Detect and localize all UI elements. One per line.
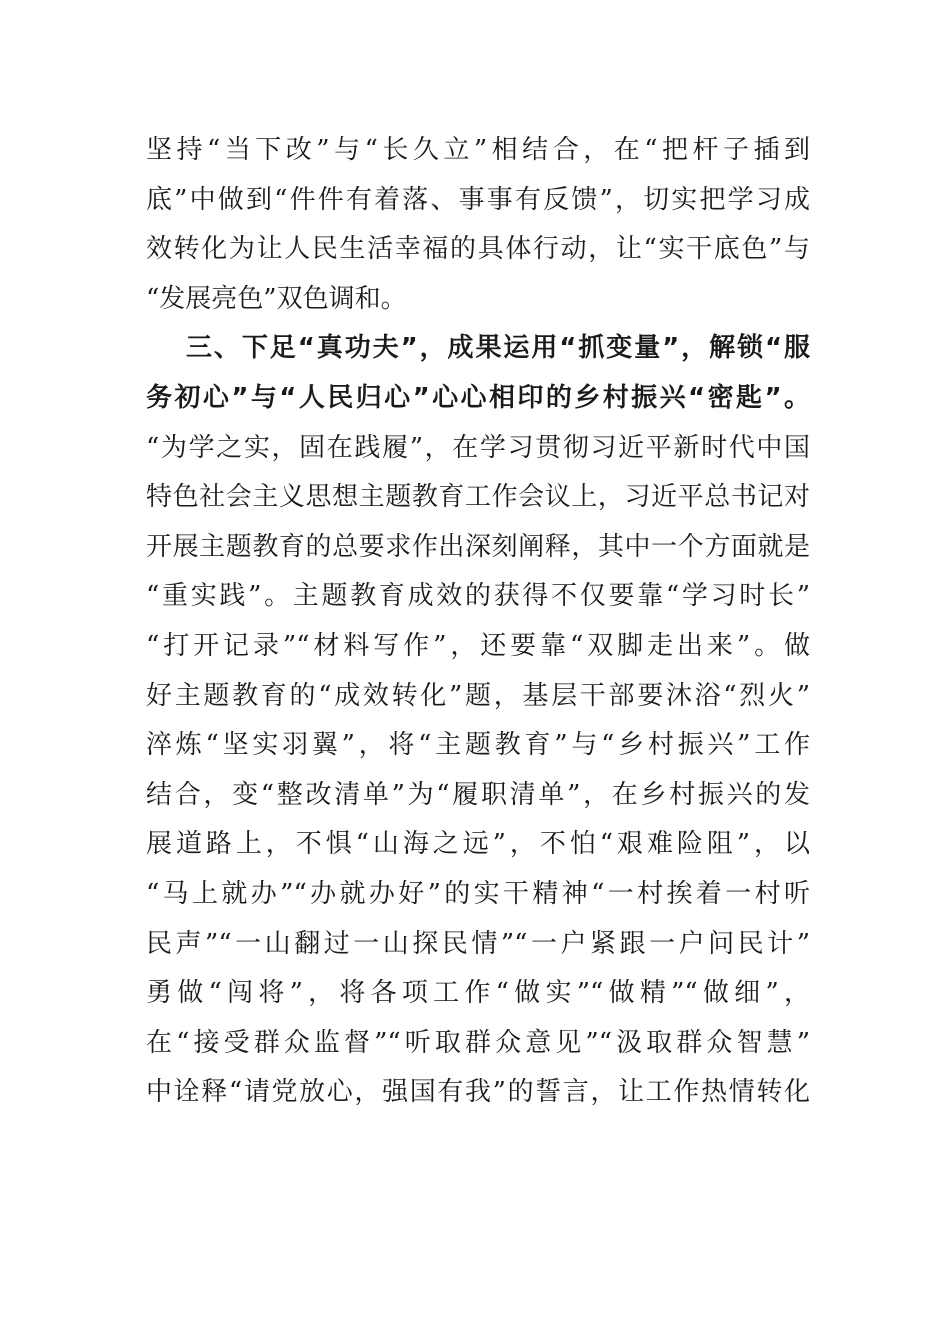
paragraph-line: “发展亮色”双色调和。 bbox=[146, 283, 407, 314]
paragraph-line: “马上就办”“办就办好”的实干精神“一村挨着一村听 bbox=[146, 878, 810, 909]
paragraph-line: “重实践”。主题教育成效的获得不仅要靠“学习时长” bbox=[146, 581, 810, 612]
paragraph-line: 展道路上，不惧“山海之远”，不怕“艰难险阻”，以 bbox=[146, 829, 810, 860]
section-heading-line: 务初心”与“人民归心”心心相印的乡村振兴“密匙”。 bbox=[146, 382, 810, 413]
paragraph-line: 中诠释“请党放心，强国有我”的誓言，让工作热情转化 bbox=[146, 1077, 810, 1108]
paragraph-line: 在“接受群众监督”“听取群众意见”“汲取群众智慧” bbox=[146, 1027, 810, 1058]
section-heading-line: 三、下足“真功夫”，成果运用“抓变量”，解锁“服 bbox=[186, 333, 810, 364]
paragraph-line: 坚持“当下改”与“长久立”相结合，在“把杆子插到 bbox=[146, 135, 810, 165]
paragraph-line: 开展主题教育的总要求作出深刻阐释，其中一个方面就是 bbox=[146, 531, 810, 562]
paragraph-line: 民声”“一山翻过一山探民情”“一户紧跟一户问民计” bbox=[146, 928, 810, 959]
paragraph-line: 淬炼“坚实羽翼”，将“主题教育”与“乡村振兴”工作 bbox=[146, 730, 810, 761]
document-body bbox=[146, 126, 810, 1118]
paragraph-line: 效转化为让人民生活幸福的具体行动，让“实干底色”与 bbox=[146, 234, 810, 265]
paragraph-line: “打开记录”“材料写作”，还要靠“双脚走出来”。做 bbox=[146, 630, 810, 661]
paragraph-line: 底”中做到“件件有着落、事事有反馈”，切实把学习成 bbox=[146, 184, 810, 215]
paragraph-line: “为学之实，固在践履”，在学习贯彻习近平新时代中国 bbox=[146, 432, 810, 463]
paragraph-line: 勇做“闯将”，将各项工作“做实”“做精”“做细”， bbox=[146, 978, 810, 1009]
paragraph-line: 好主题教育的“成效转化”题，基层干部要沐浴“烈火” bbox=[146, 680, 810, 711]
paragraph-line: 结合，变“整改清单”为“履职清单”，在乡村振兴的发 bbox=[146, 779, 810, 810]
paragraph-line: 特色社会主义思想主题教育工作会议上，习近平总书记对 bbox=[146, 482, 810, 513]
